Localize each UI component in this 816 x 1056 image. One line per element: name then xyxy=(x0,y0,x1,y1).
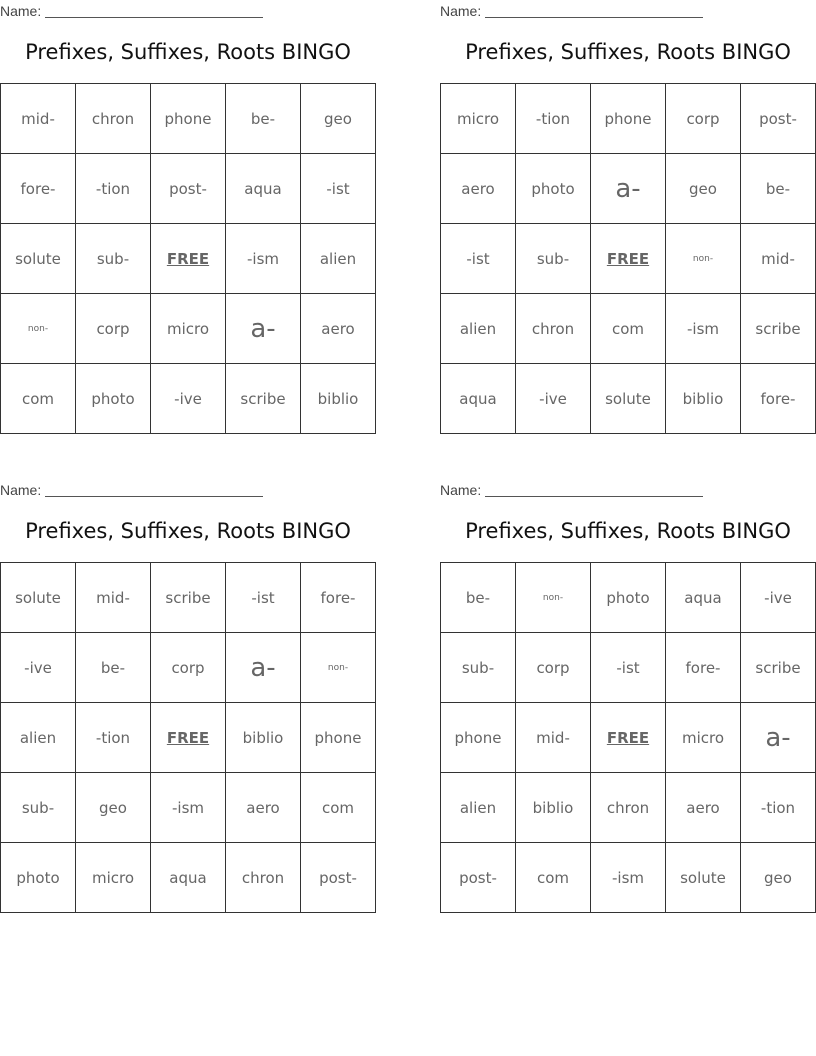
bingo-cell: biblio xyxy=(666,364,741,434)
bingo-cell: micro xyxy=(151,294,226,364)
bingo-cell: mid- xyxy=(516,703,591,773)
grid-row xyxy=(1,224,376,294)
bingo-cell: a- xyxy=(226,294,301,364)
bingo-cell: -ist xyxy=(441,224,516,294)
bingo-cell: solute xyxy=(1,563,76,633)
bingo-cell: aero xyxy=(301,294,376,364)
grid-row xyxy=(441,224,816,294)
grid-row xyxy=(1,563,376,633)
bingo-cell: corp xyxy=(76,294,151,364)
bingo-cell: phone xyxy=(441,703,516,773)
bingo-grid xyxy=(440,83,816,434)
bingo-cell: solute xyxy=(1,224,76,294)
bingo-cell: post- xyxy=(151,154,226,224)
bingo-cell: geo xyxy=(741,843,816,913)
name-blank-line xyxy=(485,5,703,18)
bingo-cell: geo xyxy=(301,84,376,154)
bingo-cell: biblio xyxy=(516,773,591,843)
bingo-cell: -ism xyxy=(591,843,666,913)
bingo-cell: photo xyxy=(76,364,151,434)
bingo-grid xyxy=(0,562,376,913)
bingo-cell: a- xyxy=(226,633,301,703)
bingo-cell: be- xyxy=(226,84,301,154)
bingo-cell: -ive xyxy=(741,563,816,633)
bingo-cell: chron xyxy=(226,843,301,913)
bingo-cell: micro xyxy=(441,84,516,154)
bingo-cell: fore- xyxy=(666,633,741,703)
bingo-cell: fore- xyxy=(741,364,816,434)
bingo-cell: -ism xyxy=(666,294,741,364)
grid-row xyxy=(441,773,816,843)
bingo-cell: -ist xyxy=(226,563,301,633)
bingo-cell: aqua xyxy=(666,563,741,633)
bingo-cell: -ive xyxy=(1,633,76,703)
bingo-cell: mid- xyxy=(741,224,816,294)
bingo-cell: biblio xyxy=(226,703,301,773)
grid-row xyxy=(1,84,376,154)
bingo-cell: sub- xyxy=(1,773,76,843)
bingo-cell: corp xyxy=(516,633,591,703)
bingo-cell: post- xyxy=(741,84,816,154)
name-blank-line xyxy=(45,484,263,497)
bingo-cell: scribe xyxy=(151,563,226,633)
bingo-cell: -tion xyxy=(76,154,151,224)
bingo-cell: photo xyxy=(516,154,591,224)
bingo-cell: post- xyxy=(301,843,376,913)
name-field xyxy=(0,482,263,498)
grid-row xyxy=(441,154,816,224)
bingo-cell: com xyxy=(301,773,376,843)
bingo-cell: -ism xyxy=(151,773,226,843)
bingo-cell: biblio xyxy=(301,364,376,434)
bingo-cell: aero xyxy=(666,773,741,843)
grid-row xyxy=(441,84,816,154)
bingo-cell: -ist xyxy=(591,633,666,703)
free-space: FREE xyxy=(151,703,226,773)
free-space: FREE xyxy=(151,224,226,294)
bingo-cell: chron xyxy=(76,84,151,154)
bingo-cell: com xyxy=(516,843,591,913)
bingo-cell: alien xyxy=(441,773,516,843)
bingo-cell: -tion xyxy=(516,84,591,154)
bingo-cell: be- xyxy=(441,563,516,633)
bingo-cell: mid- xyxy=(76,563,151,633)
name-label: Name: xyxy=(440,482,482,498)
bingo-cell: -tion xyxy=(76,703,151,773)
bingo-cell: a- xyxy=(591,154,666,224)
grid-row xyxy=(441,563,816,633)
name-label: Name: xyxy=(0,482,42,498)
bingo-cell: scribe xyxy=(741,294,816,364)
bingo-cell: -tion xyxy=(741,773,816,843)
bingo-cell: aqua xyxy=(441,364,516,434)
bingo-cell: -ism xyxy=(226,224,301,294)
bingo-cell: photo xyxy=(591,563,666,633)
bingo-cell: phone xyxy=(151,84,226,154)
bingo-cell: fore- xyxy=(1,154,76,224)
name-field xyxy=(440,482,703,498)
grid-row xyxy=(1,633,376,703)
grid-row xyxy=(1,773,376,843)
bingo-cell: aero xyxy=(226,773,301,843)
bingo-grid xyxy=(0,83,376,434)
grid-row xyxy=(441,294,816,364)
bingo-cell: chron xyxy=(591,773,666,843)
free-space: FREE xyxy=(591,224,666,294)
bingo-cell: -ive xyxy=(151,364,226,434)
grid-row xyxy=(441,364,816,434)
bingo-cell: scribe xyxy=(741,633,816,703)
bingo-cell: aero xyxy=(441,154,516,224)
grid-row xyxy=(1,843,376,913)
bingo-cell: sub- xyxy=(441,633,516,703)
card-title: Prefixes, Suffixes, Roots BINGO xyxy=(465,40,791,64)
grid-row xyxy=(1,703,376,773)
name-field xyxy=(0,3,263,19)
bingo-cell: corp xyxy=(151,633,226,703)
bingo-cell: alien xyxy=(301,224,376,294)
name-field xyxy=(440,3,703,19)
bingo-cell: phone xyxy=(301,703,376,773)
card-title: Prefixes, Suffixes, Roots BINGO xyxy=(465,519,791,543)
name-label: Name: xyxy=(440,3,482,19)
bingo-cell: non- xyxy=(666,224,741,294)
bingo-cell: photo xyxy=(1,843,76,913)
bingo-cell: micro xyxy=(666,703,741,773)
bingo-cell: geo xyxy=(666,154,741,224)
bingo-cell: be- xyxy=(76,633,151,703)
name-blank-line xyxy=(45,5,263,18)
bingo-cell: geo xyxy=(76,773,151,843)
bingo-cell: com xyxy=(1,364,76,434)
card-title: Prefixes, Suffixes, Roots BINGO xyxy=(25,519,351,543)
bingo-cell: -ist xyxy=(301,154,376,224)
bingo-cell: non- xyxy=(1,294,76,364)
bingo-cell: com xyxy=(591,294,666,364)
bingo-cell: alien xyxy=(1,703,76,773)
bingo-cell: phone xyxy=(591,84,666,154)
bingo-cell: solute xyxy=(666,843,741,913)
grid-row xyxy=(1,364,376,434)
bingo-cell: sub- xyxy=(516,224,591,294)
bingo-cell: non- xyxy=(301,633,376,703)
bingo-cell: alien xyxy=(441,294,516,364)
grid-row xyxy=(1,154,376,224)
bingo-cell: non- xyxy=(516,563,591,633)
bingo-cell: sub- xyxy=(76,224,151,294)
bingo-cell: aqua xyxy=(151,843,226,913)
card-title: Prefixes, Suffixes, Roots BINGO xyxy=(25,40,351,64)
grid-row xyxy=(441,843,816,913)
bingo-cell: aqua xyxy=(226,154,301,224)
grid-row xyxy=(441,633,816,703)
bingo-cell: micro xyxy=(76,843,151,913)
bingo-cell: fore- xyxy=(301,563,376,633)
bingo-cell: post- xyxy=(441,843,516,913)
free-space: FREE xyxy=(591,703,666,773)
bingo-cell: mid- xyxy=(1,84,76,154)
bingo-cell: a- xyxy=(741,703,816,773)
bingo-cell: solute xyxy=(591,364,666,434)
bingo-cell: scribe xyxy=(226,364,301,434)
bingo-cell: chron xyxy=(516,294,591,364)
bingo-cell: -ive xyxy=(516,364,591,434)
grid-row xyxy=(1,294,376,364)
name-label: Name: xyxy=(0,3,42,19)
bingo-cell: corp xyxy=(666,84,741,154)
grid-row xyxy=(441,703,816,773)
bingo-grid xyxy=(440,562,816,913)
name-blank-line xyxy=(485,484,703,497)
bingo-cell: be- xyxy=(741,154,816,224)
